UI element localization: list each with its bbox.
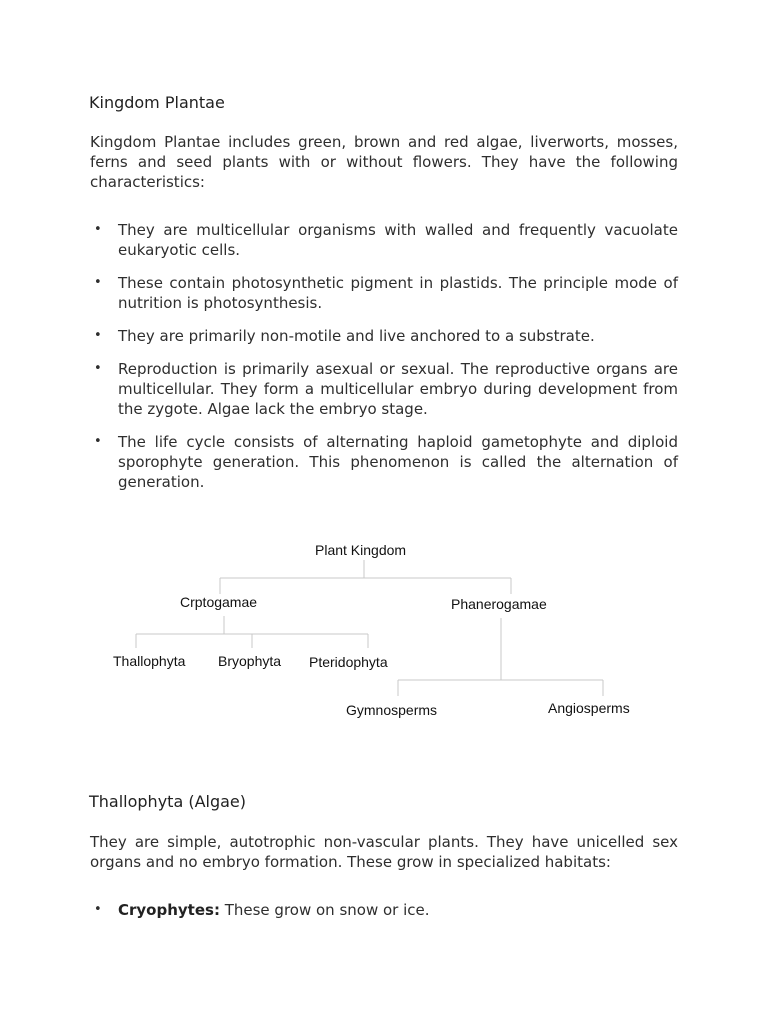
node-bryophyta: Bryophyta <box>218 653 282 669</box>
list-item-text: They are primarily non-motile and live anchored to a substrate. <box>118 327 595 345</box>
node-phanerogamae: Phanerogamae <box>451 596 547 612</box>
bullet-icon: • <box>94 434 102 449</box>
list-item-text: Reproduction is primarily asexual or sexual. The reproductive organs are multicellular. They form a multicellular embryo during development from the zygote. Algae lack the embryo stage. <box>118 360 678 418</box>
plant-kingdom-tree-diagram <box>0 530 768 730</box>
bullet-icon: • <box>94 328 102 343</box>
thallophyta-paragraph: They are simple, autotrophic non-vascular plants. They have unicelled sex organs and no embryo formation. These grow in specialized habitats: <box>90 833 678 871</box>
bullet-icon: • <box>94 361 102 376</box>
node-plant-kingdom: Plant Kingdom <box>315 542 407 558</box>
node-thallophyta: Thallophyta <box>113 653 186 669</box>
node-angiosperms: Angiosperms <box>548 700 630 716</box>
section-title-thallophyta: Thallophyta (Algae) <box>89 792 247 811</box>
list-item-text: These contain photosynthetic pigment in plastids. The principle mode of nutrition is photosynthesis. <box>118 274 678 312</box>
section-title-kingdom-plantae: Kingdom Plantae <box>89 93 225 112</box>
tree-connector-lines <box>0 530 768 730</box>
node-pteridophyta: Pteridophyta <box>309 654 388 670</box>
cryophytes-description: These grow on snow or ice. <box>219 901 430 919</box>
node-gymnosperms: Gymnosperms <box>346 702 438 718</box>
bullet-icon: • <box>94 222 102 237</box>
intro-paragraph: Kingdom Plantae includes green, brown and red algae, liverworts, mosses, ferns and seed plants with or without flowers. They have the following characteristics: <box>90 133 678 191</box>
list-item-text: They are multicellular organisms with walled and frequently vacuolate eukaryotic cells. <box>118 221 678 259</box>
list-item-text: The life cycle consists of alternating haploid gametophyte and diploid sporophyte generation. This phenomenon is called the alternation of generation. <box>118 433 678 491</box>
cryophytes-term: Cryophytes: <box>118 901 220 919</box>
list-item-text <box>118 900 678 920</box>
bullet-icon: • <box>94 275 102 290</box>
node-crptogamae: Crptogamae <box>180 594 258 610</box>
bullet-icon: • <box>94 902 102 917</box>
